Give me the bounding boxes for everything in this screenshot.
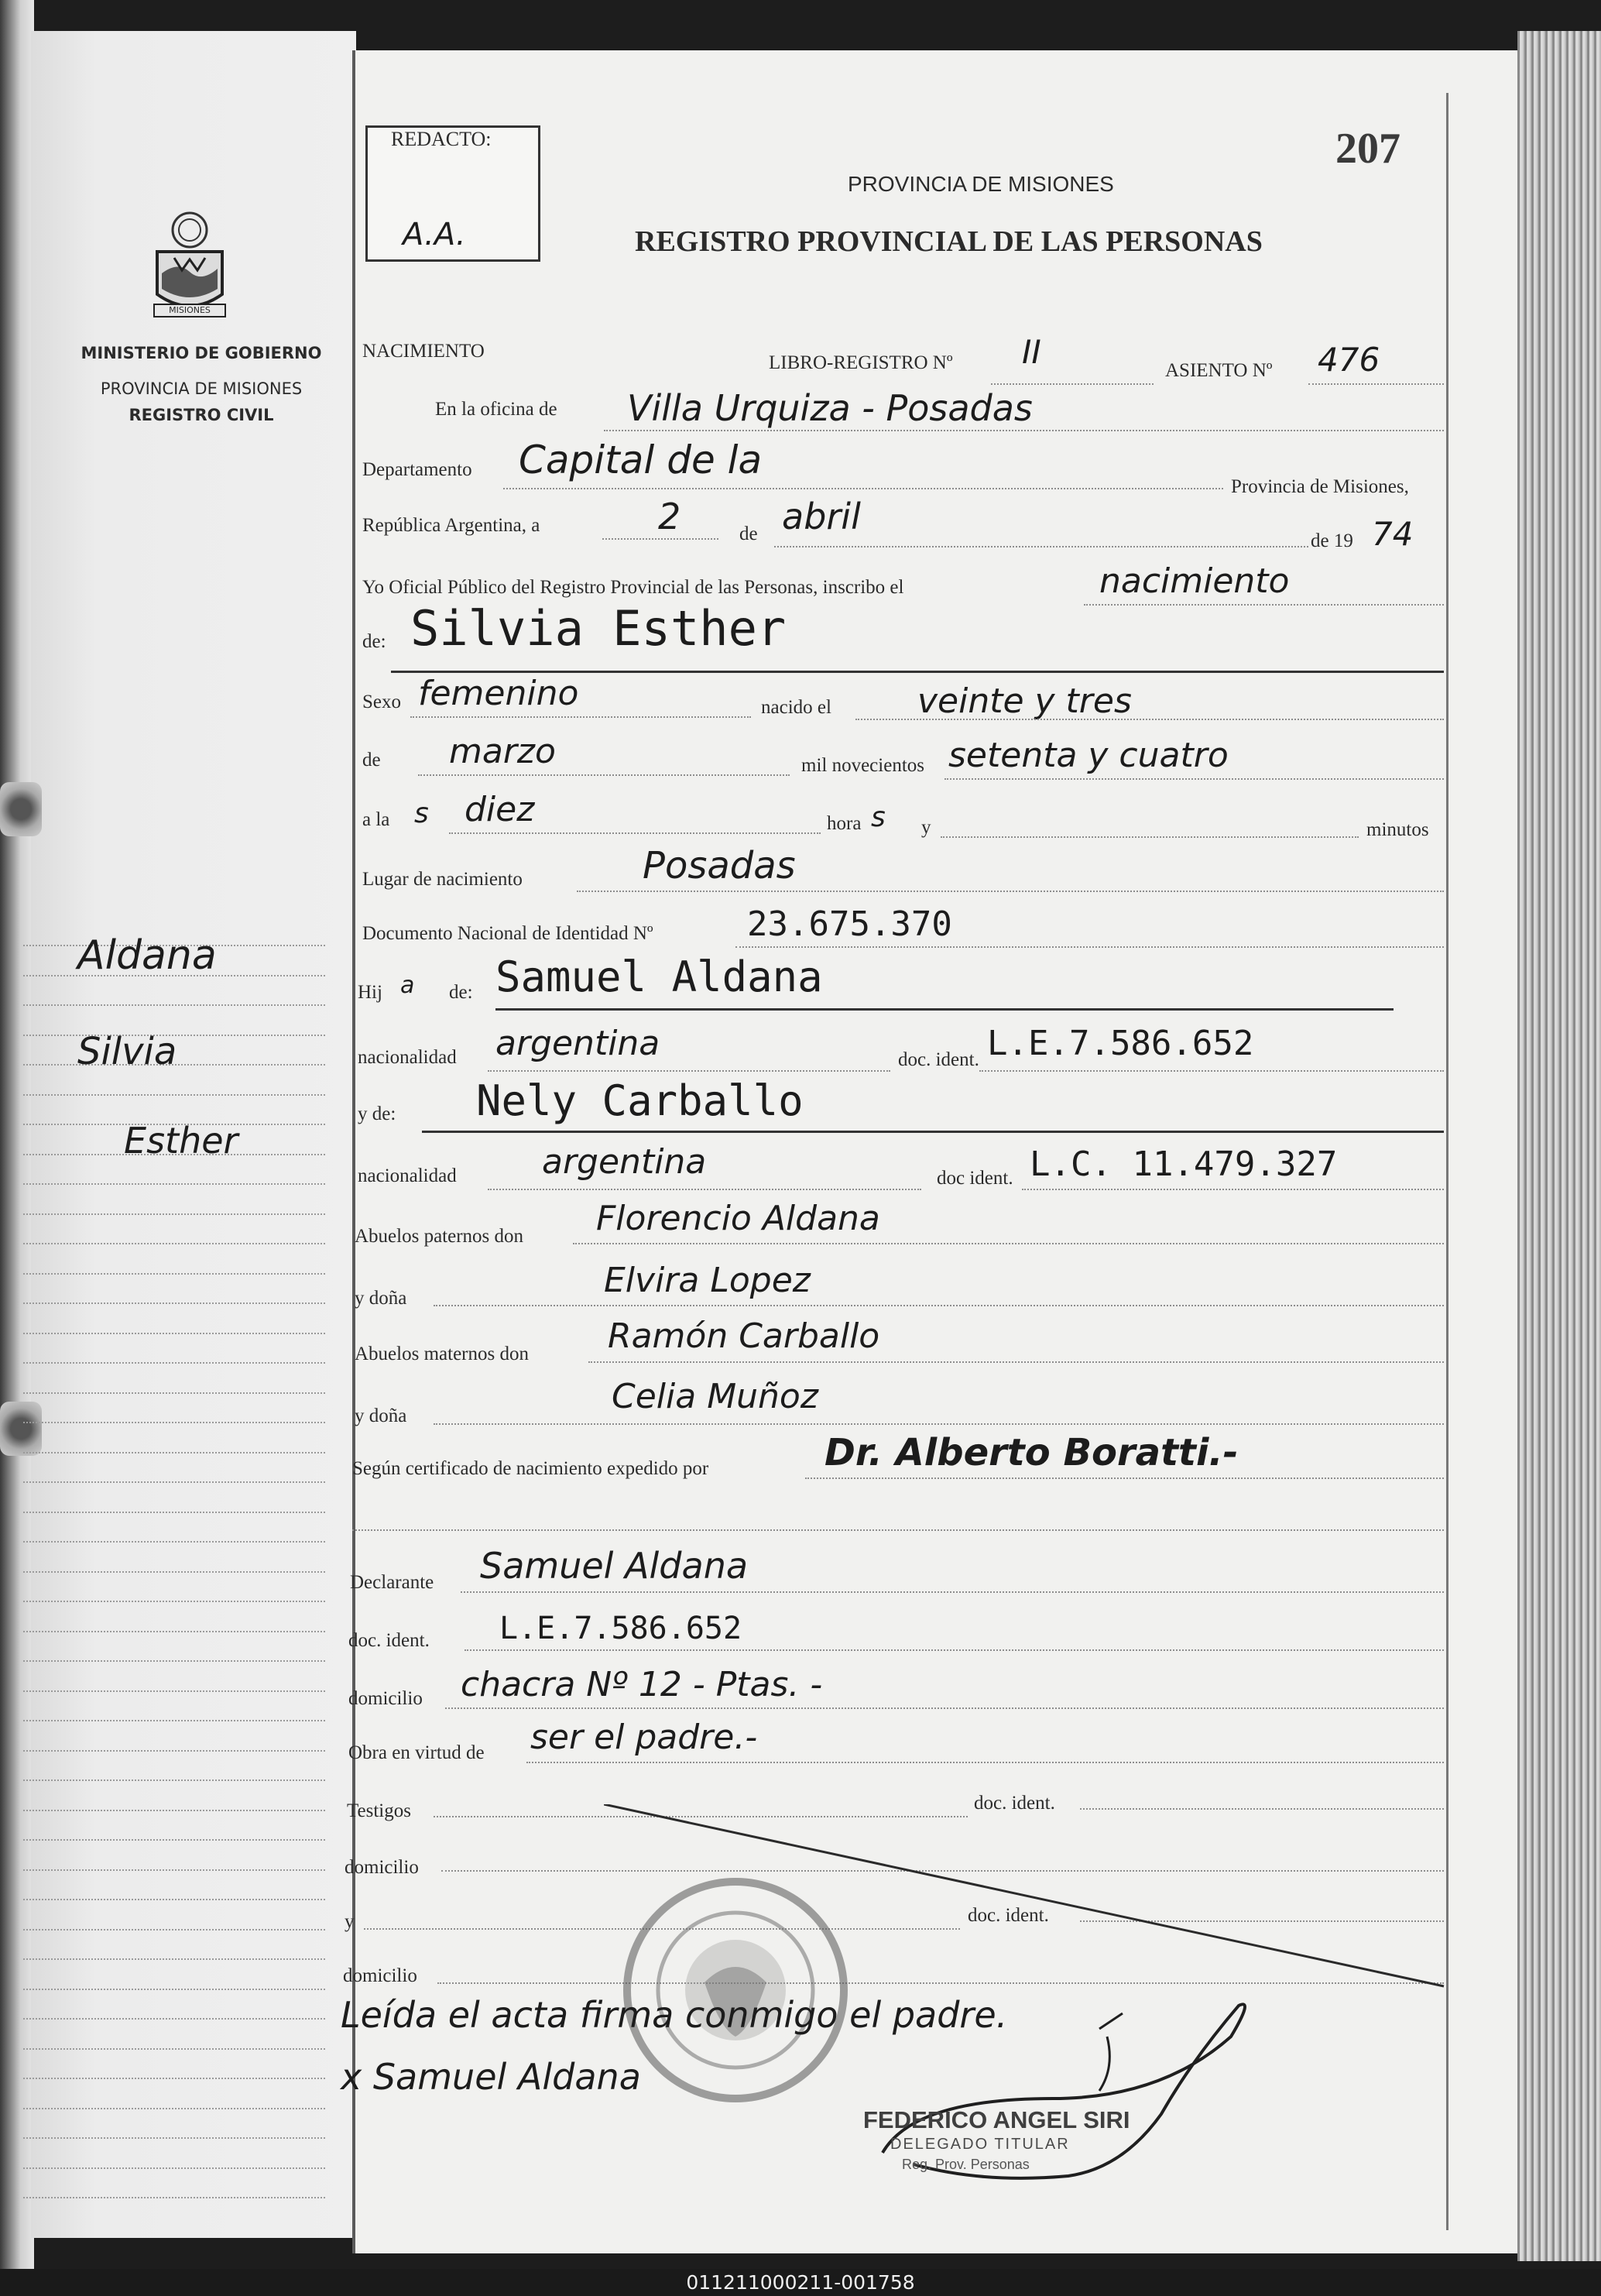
month-line — [774, 546, 1308, 547]
maternal-grandfather-line — [588, 1361, 1444, 1363]
hora-y-label: y — [921, 817, 931, 838]
maternal-grandmother-line — [434, 1423, 1444, 1425]
margin-rule — [23, 2137, 325, 2139]
father-nationality-label: nacionalidad — [358, 1047, 457, 1068]
witness2-address-label: domicilio — [343, 1965, 417, 1986]
birth-month-line — [418, 774, 790, 776]
maternal-grandfather-value: Ramón Carballo — [608, 1316, 880, 1356]
paternal-grandmother-line — [434, 1305, 1444, 1306]
declarant-docid-line — [465, 1649, 1444, 1651]
margin-rule — [23, 2078, 325, 2079]
paternal-grandfather-value: Florencio Aldana — [596, 1199, 880, 1238]
declarant-docid-label: doc. ident. — [348, 1630, 430, 1651]
declarant-address-line — [445, 1707, 1444, 1709]
oficina-label: En la oficina de — [435, 399, 557, 420]
day-value: 2 — [658, 496, 681, 537]
certificate-line — [805, 1477, 1444, 1479]
second-witness-label: y — [345, 1911, 355, 1932]
sexo-value: femenino — [418, 674, 579, 713]
seal-ribbon-text: MISIONES — [169, 305, 211, 315]
declarant-value: Samuel Aldana — [480, 1545, 749, 1587]
oficial-label: Yo Oficial Público del Registro Provincial de las Personas, inscribo el — [362, 577, 904, 598]
day-line — [602, 538, 718, 540]
lugar-label: Lugar de nacimiento — [362, 869, 523, 890]
margin-rule — [23, 1362, 325, 1364]
dni-label: Documento Nacional de Identidad Nº — [362, 923, 653, 944]
mother-nationality-line — [488, 1189, 921, 1190]
asiento-line — [1308, 383, 1444, 385]
margin-rule — [23, 1929, 325, 1930]
officer-signature-icon — [867, 1982, 1270, 2184]
nacido-line — [855, 719, 1444, 720]
departamento-line — [503, 488, 1223, 489]
ala-value: diez — [465, 790, 535, 829]
ministry-province: PROVINCIA DE MISIONES — [100, 379, 303, 398]
margin-rule — [23, 2167, 325, 2169]
asiento-value: 476 — [1318, 341, 1380, 379]
margin-rule — [23, 2048, 325, 2050]
margin-rule — [23, 1302, 325, 1304]
obra-line — [526, 1762, 1444, 1763]
year-prefix: de 19 — [1311, 530, 1353, 551]
page-stack-edge — [1517, 31, 1601, 2261]
father-name-line — [495, 1008, 1394, 1011]
libro-label: LIBRO-REGISTRO Nº — [769, 352, 953, 373]
margin-rule — [23, 1541, 325, 1543]
hij-suffix: a — [400, 972, 415, 999]
oficina-line — [604, 430, 1444, 431]
margin-rule — [23, 1899, 325, 1900]
declarant-line — [461, 1591, 1444, 1593]
witness1-docid-label: doc. ident. — [974, 1793, 1055, 1814]
margin-rule — [23, 2108, 325, 2109]
redacto-value: A.A. — [403, 217, 466, 252]
declarant-address-value: chacra Nº 12 - Ptas. - — [461, 1665, 823, 1704]
hora-value: s — [871, 801, 886, 833]
margin-rule — [23, 1273, 325, 1275]
margin-rule — [23, 1989, 325, 1990]
obra-label: Obra en virtud de — [348, 1742, 485, 1763]
margin-rule — [23, 1512, 325, 1513]
margin-surname: Aldana — [77, 932, 217, 979]
declarant-signature: x Samuel Aldana — [341, 2056, 641, 2098]
margin-rule — [23, 2018, 325, 2020]
mother-name-line — [422, 1131, 1444, 1133]
margin-rule — [23, 1869, 325, 1871]
sexo-line — [410, 716, 751, 718]
hora-label: hora — [827, 813, 862, 834]
margin-rule — [23, 1839, 325, 1841]
maternal-grandmother-label: y doña — [355, 1405, 407, 1426]
asiento-label: ASIENTO Nº — [1165, 360, 1273, 381]
child-name-line — [391, 671, 1444, 673]
paternal-grandfather-label: Abuelos paternos don — [355, 1226, 524, 1247]
month-de-label: de — [362, 750, 381, 770]
record-type-label: NACIMIENTO — [362, 341, 485, 362]
margin-given-name-1: Silvia — [77, 1030, 177, 1073]
certificate-value: Dr. Alberto Boratti.- — [824, 1431, 1239, 1474]
nacido-label: nacido el — [761, 697, 831, 718]
year-value: 74 — [1372, 515, 1414, 553]
ministry-title: MINISTERIO DE GOBIERNO — [81, 344, 322, 362]
obra-value: ser el padre.- — [530, 1718, 758, 1757]
witness2-docid-label: doc. ident. — [968, 1905, 1049, 1926]
mother-docid-label: doc ident. — [937, 1168, 1013, 1189]
margin-rule — [23, 1720, 325, 1721]
hij-label: Hij — [358, 982, 382, 1003]
margin-rule — [23, 1958, 325, 1960]
margin-rule — [23, 1183, 325, 1185]
officer-stamp-name: FEDERICO ANGEL SIRI — [863, 2106, 1130, 2133]
child-name: Silvia Esther — [410, 600, 787, 657]
milnov-label: mil novecientos — [801, 755, 924, 776]
nacido-value: veinte y tres — [917, 681, 1132, 721]
republica-label: República Argentina, a — [362, 515, 540, 536]
registry-title: REGISTRO PROVINCIAL DE LAS PERSONAS — [635, 225, 1263, 258]
redacto-label: REDACTO: — [391, 128, 492, 150]
paternal-grandmother-value: Elvira Lopez — [604, 1261, 811, 1300]
lugar-value: Posadas — [643, 844, 796, 887]
mother-nationality-label: nacionalidad — [358, 1165, 457, 1186]
minutos-line — [941, 836, 1359, 838]
milnov-value: setenta y cuatro — [948, 736, 1229, 775]
libro-value: II — [1022, 333, 1041, 371]
declarant-address-label: domicilio — [348, 1688, 423, 1709]
mother-de-label: y de: — [358, 1103, 396, 1124]
father-name: Samuel Aldana — [495, 952, 823, 1001]
officer-stamp-place: Reg. Prov. Personas — [902, 2157, 1030, 2172]
mother-nationality-value: argentina — [542, 1142, 707, 1182]
mother-docid-value: L.C. 11.479.327 — [1030, 1145, 1338, 1184]
margin-rule — [23, 2197, 325, 2198]
father-docid-label: doc. ident. — [898, 1049, 979, 1070]
mother-docid-line — [1022, 1189, 1444, 1190]
margin-rule — [23, 1452, 325, 1453]
witnesses-label: Testigos — [347, 1800, 411, 1821]
margin-rule — [23, 1750, 325, 1752]
libro-line — [991, 383, 1154, 385]
margin-rule — [23, 1660, 325, 1662]
margin-rule — [23, 1481, 325, 1483]
page-number: 207 — [1335, 125, 1400, 173]
officer-stamp-title: DELEGADO TITULAR — [890, 2136, 1070, 2153]
margin-rule — [23, 1571, 325, 1573]
lugar-line — [577, 891, 1444, 892]
declarant-docid-value: L.E.7.586.652 — [499, 1611, 742, 1646]
ala-label: a la — [362, 809, 390, 830]
child-de-label: de: — [362, 631, 386, 652]
certificate-line-2 — [352, 1529, 1444, 1531]
margin-rule — [23, 1779, 325, 1781]
oficial-value: nacimiento — [1099, 561, 1290, 601]
date-de-label: de — [739, 523, 758, 544]
month-value: abril — [782, 496, 861, 537]
margin-rule — [23, 1631, 325, 1632]
certificate-label: Según certificado de nacimiento expedido por — [352, 1458, 709, 1479]
ministry-office: REGISTRO CIVIL — [129, 406, 274, 424]
father-nationality-value: argentina — [495, 1024, 660, 1063]
margin-rule — [23, 1690, 325, 1692]
provincia-label: Provincia de Misiones, — [1231, 476, 1409, 497]
margin-rule — [23, 1004, 325, 1006]
binder-ring-icon — [0, 1402, 42, 1456]
margin-rule — [23, 1213, 325, 1215]
father-de-label: de: — [449, 982, 473, 1003]
father-docid-line — [979, 1070, 1444, 1072]
dni-line — [735, 946, 1444, 948]
oficina-value: Villa Urquiza - Posadas — [627, 387, 1033, 429]
father-nationality-line — [488, 1070, 890, 1072]
maternal-grandmother-value: Celia Muñoz — [612, 1377, 818, 1416]
official-seal-icon — [619, 1874, 852, 2106]
province-header: PROVINCIA DE MISIONES — [848, 172, 1114, 196]
birth-month-value: marzo — [449, 732, 556, 771]
document-id: 011211000211-001758 — [686, 2271, 915, 2294]
milnov-line — [944, 778, 1444, 780]
margin-rule — [23, 1333, 325, 1334]
margin-rule — [23, 1094, 325, 1096]
margin-rule — [23, 1810, 325, 1811]
margin-rule — [23, 1243, 325, 1244]
closing-statement: Leída el acta firma conmigo el padre. — [341, 1994, 1008, 2036]
sexo-label: Sexo — [362, 692, 401, 712]
margin-given-name-2: Esther — [124, 1120, 238, 1162]
ala-line — [449, 832, 821, 834]
binder-ring-icon — [0, 782, 42, 836]
ala-suffix: s — [414, 798, 429, 829]
departamento-label: Departamento — [362, 459, 472, 480]
departamento-value: Capital de la — [519, 438, 763, 482]
oficial-line — [1084, 604, 1444, 606]
margin-rule — [23, 1422, 325, 1423]
mother-name: Nely Carballo — [476, 1076, 804, 1125]
maternal-grandfather-label: Abuelos maternos don — [355, 1344, 529, 1364]
coat-of-arms-icon — [143, 197, 236, 321]
minutos-label: minutos — [1366, 819, 1429, 840]
witness1-address-label: domicilio — [345, 1857, 419, 1878]
paternal-grandfather-line — [573, 1243, 1444, 1244]
margin-rule — [23, 1392, 325, 1394]
dni-value: 23.675.370 — [747, 904, 952, 944]
declarant-label: Declarante — [350, 1572, 434, 1593]
margin-rule — [23, 1601, 325, 1602]
paternal-grandmother-label: y doña — [355, 1288, 407, 1309]
father-docid-value: L.E.7.586.652 — [987, 1024, 1254, 1063]
